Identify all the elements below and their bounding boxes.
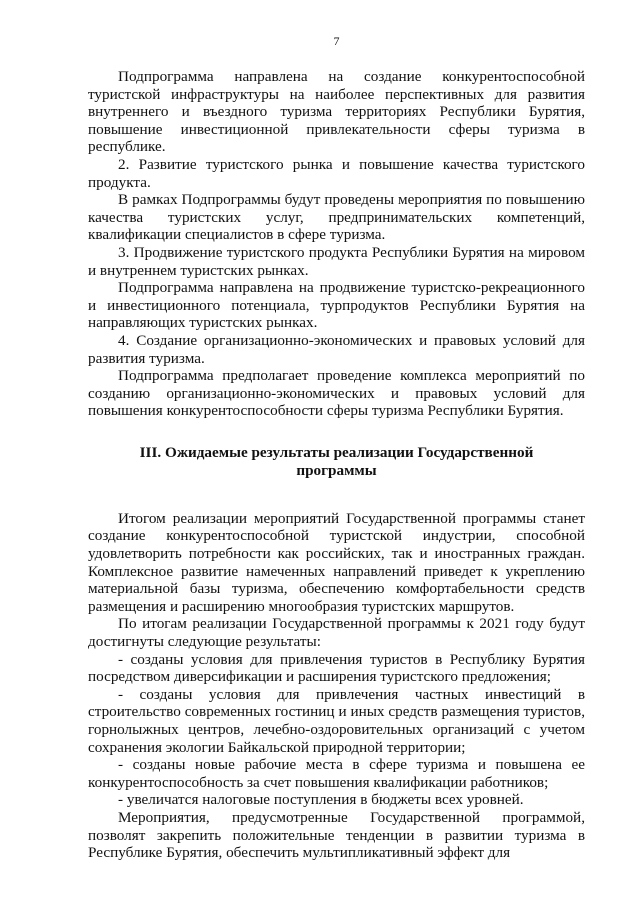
- list-item: - созданы условия для привлечения частных инвестиций в строительство современных гостиниц и иных средств размещения туристов, горнолыжных центров, лечебно-оздоровительных организаций с учетом сохранения экологии Байкальской природной территории;: [88, 685, 585, 756]
- paragraph: Подпрограмма направлена на продвижение туристско-рекреационного и инвестиционного потенциала, турпродуктов Республики Бурятия на направляющих туристских рынках.: [88, 279, 585, 332]
- paragraph: Итогом реализации мероприятий Государственной программы станет создание конкурентоспособной туристской индустрии, способной удовлетворить потребности как российских, так и иностранных граждан. Комплексное развитие намеченных направлений приведет к укреплению материальной базы туризма, обеспечению комфортабельности средств размещения и расширению многообразия туристских маршрутов.: [88, 509, 585, 615]
- list-item: - созданы новые рабочие места в сфере туризма и повышена ее конкурентоспособность за счет повышения квалификации работников;: [88, 756, 585, 791]
- section-heading: III. Ожидаемые результаты реализации Государственной программы: [139, 443, 534, 479]
- paragraph: По итогам реализации Государственной программы к 2021 году будут достигнуты следующие результаты:: [88, 615, 585, 651]
- paragraph: 4. Создание организационно-экономических и правовых условий для развития туризма.: [88, 331, 585, 367]
- paragraph: В рамках Подпрограммы будут проведены мероприятия по повышению качества туристских услуг, предпринимательских компетенций, квалификации специалистов в сфере туризма.: [88, 191, 585, 244]
- list-item: - увеличатся налоговые поступления в бюджеты всех уровней.: [118, 791, 524, 809]
- paragraph: Подпрограмма предполагает проведение комплекса мероприятий по созданию организационно-экономических и правовых условий для повышения конкурентоспособности сферы туризма Республики Бурятия.: [88, 367, 585, 420]
- paragraph: Мероприятия, предусмотренные Государственной программой, позволят закрепить положительные тенденции в развитии туризма в Республике Бурятия, обеспечить мультипликативный эффект для: [88, 808, 585, 862]
- paragraph: 3. Продвижение туристского продукта Республики Бурятия на мировом и внутреннем туристских рынках.: [88, 243, 585, 279]
- paragraph: Подпрограмма направлена на создание конкурентоспособной туристской инфраструктуры на наиболее перспективных для развития внутреннего и въездного туризма территориях Республики Бурятия, повышение инвестиционной привлекательности сферы туризма в республике.: [88, 68, 585, 156]
- page-number: 7: [333, 34, 340, 48]
- paragraph: 2. Развитие туристского рынка и повышение качества туристского продукта.: [88, 155, 585, 191]
- list-item: - созданы условия для привлечения туристов в Республику Бурятия посредством диверсификации и расширения туристского предложения;: [88, 650, 585, 686]
- document-page: [88, 34, 585, 862]
